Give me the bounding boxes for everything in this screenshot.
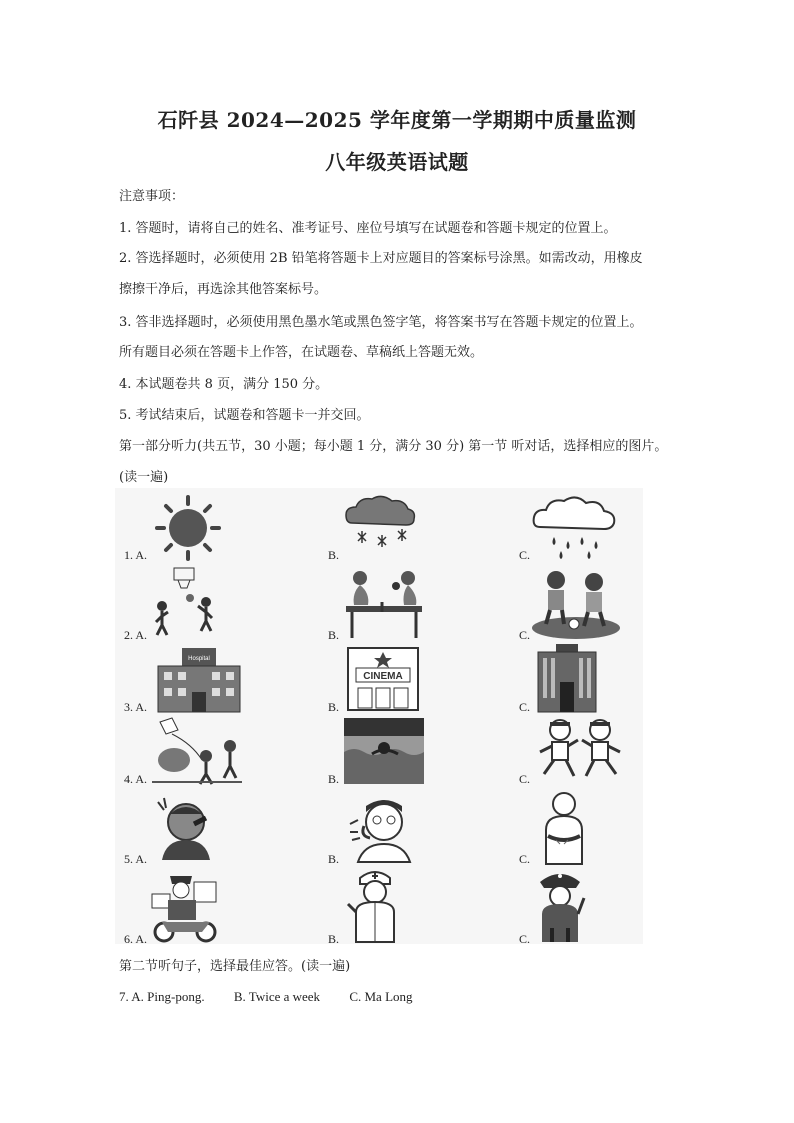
q7-option-b: B. Twice a week bbox=[233, 989, 321, 1004]
q5-c-label: C. bbox=[519, 852, 531, 866]
hospital-building-icon bbox=[154, 644, 244, 714]
note-line-7: 5. 考试结束后，试题卷和答题卡一并交回。 bbox=[119, 408, 370, 423]
q1-c-label: C. bbox=[519, 548, 531, 562]
doctor-icon bbox=[344, 868, 406, 944]
ping-pong-players-icon bbox=[342, 566, 426, 640]
note-line-5: 所有题目必须在答题卡上作答，在试题卷、草稿纸上答题无效。 bbox=[119, 345, 484, 360]
q7-option-c: C. Ma Long bbox=[349, 989, 413, 1004]
q6-b-label: B. bbox=[328, 932, 340, 946]
rain-cloud-icon bbox=[530, 493, 620, 563]
cinema-sign: CINEMA bbox=[363, 671, 403, 682]
soccer-players-icon bbox=[530, 566, 622, 640]
swimming-icon bbox=[342, 716, 426, 786]
sun-icon bbox=[150, 495, 226, 561]
q3-c-label: C. bbox=[519, 700, 531, 714]
snow-cloud-icon bbox=[342, 493, 418, 553]
q3-a-label: 3. A. bbox=[124, 700, 148, 714]
q5-a-label: 5. A. bbox=[124, 852, 148, 866]
postman-icon bbox=[148, 870, 222, 944]
note-line-6: 4. 本试题卷共 8 页，满分 150 分。 bbox=[119, 377, 329, 392]
q4-c-label: C. bbox=[519, 772, 531, 786]
q3-b-label: B. bbox=[328, 700, 340, 714]
q2-c-label: C. bbox=[519, 628, 531, 642]
part1-note: (读一遍) bbox=[119, 470, 169, 485]
q6-c-label: C. bbox=[519, 932, 531, 946]
policeman-icon bbox=[532, 868, 588, 944]
part1-heading: 第一部分听力(共五节，30 小题；每小题 1 分，满分 30 分) 第一节 听对话，选择相应的图片。 bbox=[119, 439, 668, 454]
running-boys-icon bbox=[536, 716, 624, 786]
headache-man-icon bbox=[150, 794, 224, 864]
q2-a-label: 2. A. bbox=[124, 628, 148, 642]
note-line-3: 擦擦干净后，再选涂其他答案标号。 bbox=[119, 282, 328, 297]
exam-title: 石阡县 2024—2025 学年度第一学期期中质量监测 bbox=[157, 108, 637, 132]
q2-b-label: B. bbox=[328, 628, 340, 642]
q6-a-label: 6. A. bbox=[124, 932, 148, 946]
hospital-sign: Hospital bbox=[188, 656, 210, 662]
part2-heading: 第二节听句子，选择最佳应答。(读一遍) bbox=[119, 959, 351, 974]
exam-subtitle: 八年级英语试题 bbox=[325, 150, 469, 174]
basketball-players-icon bbox=[148, 566, 222, 640]
note-line-4: 3. 答非选择题时，必须使用黑色墨水笔或黑色签字笔，将答案书写在答题卡规定的位置上。 bbox=[119, 315, 643, 330]
q1-a-label: 1. A. bbox=[124, 548, 148, 562]
notes-heading: 注意事项： bbox=[119, 189, 185, 204]
kite-flying-icon bbox=[150, 716, 244, 786]
library-building-icon bbox=[534, 642, 600, 714]
q1-b-label: B. bbox=[328, 548, 340, 562]
note-line-1: 1. 答题时，请将自己的姓名、准考证号、座位号填写在试题卷和答题卡规定的位置上。 bbox=[119, 221, 617, 236]
q4-b-label: B. bbox=[328, 772, 340, 786]
toothache-man-icon bbox=[344, 794, 422, 864]
note-line-2: 2. 答选择题时，必须使用 2B 铅笔将答题卡上对应题目的答案标号涂黑。如需改动，用橡皮 bbox=[119, 251, 643, 266]
q4-a-label: 4. A. bbox=[124, 772, 148, 786]
cinema-building-icon bbox=[344, 644, 422, 714]
q5-b-label: B. bbox=[328, 852, 340, 866]
question-7 bbox=[119, 988, 439, 1006]
stomachache-man-icon bbox=[534, 790, 594, 866]
q7-option-a: 7. A. Ping-pong. bbox=[119, 989, 205, 1004]
